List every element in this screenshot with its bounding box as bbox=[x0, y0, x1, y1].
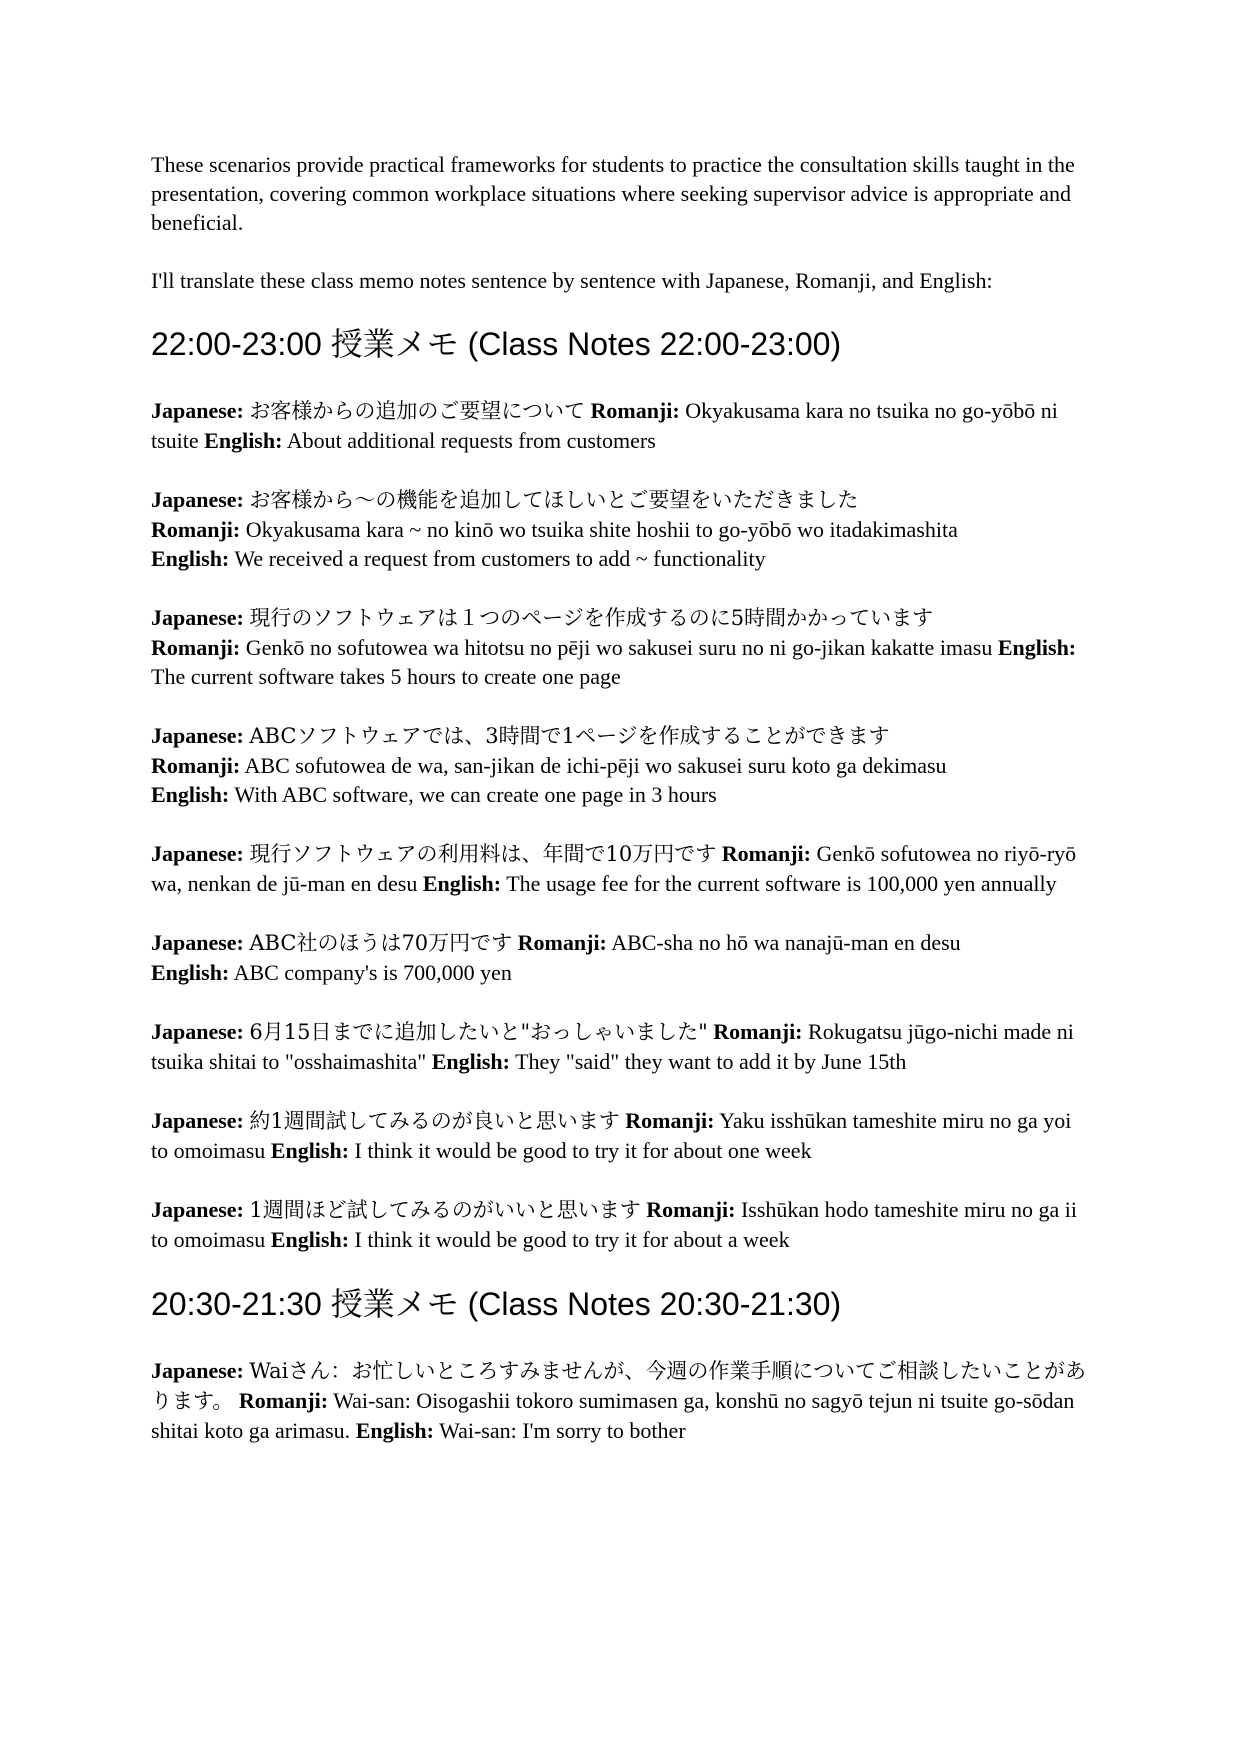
japanese-label: Japanese: bbox=[151, 398, 244, 423]
japanese-label: Japanese: bbox=[151, 723, 244, 748]
japanese-label: Japanese: bbox=[151, 841, 244, 866]
romanji-text: Okyakusama kara ~ no kinō wo tsuika shite hoshii to go-yōbō wo itadakimashita bbox=[245, 517, 958, 542]
romanji-label: Romanji: bbox=[713, 1019, 803, 1044]
section-heading-class-notes-2030: 20:30-21:30 授業メモ (Class Notes 20:30-21:30) bbox=[151, 1286, 842, 1322]
romanji-text: Yaku isshūkan tameshite miru no ga yoi to omoimasu bbox=[151, 1108, 1072, 1163]
romanji-label: Romanji: bbox=[151, 635, 241, 660]
japanese-text: Waiさん：お忙しいところすみませんが、今週の作業手順についてご相談したいことがあります。 bbox=[151, 1359, 1086, 1413]
japanese-text: 6月15日までに追加したいと"おっしゃいました" bbox=[249, 1020, 708, 1044]
english-label: English: bbox=[431, 1049, 510, 1074]
romanji-text: Genkō sofutowea no riyō-ryō wa, nenkan de jū-man en desu bbox=[151, 841, 1077, 896]
japanese-text: お客様からの追加のご要望について bbox=[249, 399, 585, 423]
romanji-text: ABC-sha no hō wa nanajū-man en desu bbox=[611, 930, 961, 955]
romanji-label: Romanji: bbox=[590, 398, 680, 423]
translation-entry bbox=[151, 1017, 1091, 1076]
english-label: English: bbox=[997, 635, 1077, 660]
intro-translation-note: I'll translate these class memo notes sentence by sentence with Japanese, Romanji, and English: bbox=[151, 268, 993, 293]
english-text: They "said" they want to add it by June 15th bbox=[515, 1049, 907, 1074]
english-text: The usage fee for the current software is 100,000 yen annually bbox=[506, 871, 1057, 896]
japanese-text: ABCソフトウェアでは、3時間で1ページを作成することができます bbox=[249, 724, 890, 748]
english-text: We received a request from customers to add ~ functionality bbox=[234, 546, 766, 571]
romanji-label: Romanji: bbox=[151, 517, 241, 542]
romanji-label: Romanji: bbox=[625, 1108, 715, 1133]
romanji-label: Romanji: bbox=[151, 753, 241, 778]
english-label: English: bbox=[270, 1227, 350, 1252]
japanese-text: お客様から〜の機能を追加してほしいとご要望をいただきました bbox=[249, 488, 859, 512]
english-label: English: bbox=[151, 960, 230, 985]
japanese-label: Japanese: bbox=[151, 1358, 244, 1383]
romanji-text: Okyakusama kara no tsuika no go-yōbō ni tsuite bbox=[151, 398, 1058, 453]
english-text: I think it would be good to try it for about one week bbox=[354, 1138, 812, 1163]
japanese-text: 約1週間試してみるのが良いと思います bbox=[249, 1109, 620, 1133]
japanese-text: 現行ソフトウェアの利用料は、年間で10万円です bbox=[249, 842, 717, 866]
translation-entry bbox=[151, 396, 1091, 455]
translation-entry bbox=[151, 721, 1091, 809]
romanji-label: Romanji: bbox=[517, 930, 607, 955]
english-label: English: bbox=[151, 782, 230, 807]
english-label: English: bbox=[422, 871, 502, 896]
intro-paragraph: These scenarios provide practical frameworks for students to practice the consultation skills taught in the presentation, covering common workplace situations where seeking supervisor advice is appropriate and beneficial. bbox=[151, 152, 1075, 235]
romanji-text: ABC sofutowea de wa, san-jikan de ichi-pēji wo sakusei suru koto ga dekimasu bbox=[244, 753, 947, 778]
translation-entry bbox=[151, 928, 1091, 987]
english-text: The current software takes 5 hours to create one page bbox=[151, 664, 621, 689]
translation-entry bbox=[151, 1106, 1091, 1165]
romanji-label: Romanji: bbox=[238, 1388, 329, 1413]
japanese-label: Japanese: bbox=[151, 487, 244, 512]
japanese-label: Japanese: bbox=[151, 930, 244, 955]
romanji-text: Wai-san: Oisogashii tokoro sumimasen ga, konshū no sagyō tejun ni tsuite go-sōdan shitai koto ga arimasu. bbox=[151, 1388, 1075, 1443]
english-text: ABC company's is 700,000 yen bbox=[233, 960, 512, 985]
document-page bbox=[151, 150, 1091, 1475]
translation-entry bbox=[151, 603, 1091, 691]
english-text: I think it would be good to try it for about a week bbox=[354, 1227, 790, 1252]
japanese-text: ABC社のほうは70万円です bbox=[249, 931, 513, 955]
japanese-label: Japanese: bbox=[151, 1019, 244, 1044]
translation-entry bbox=[151, 1195, 1091, 1254]
english-text: With ABC software, we can create one page in 3 hours bbox=[234, 782, 717, 807]
romanji-label: Romanji: bbox=[646, 1197, 736, 1222]
japanese-label: Japanese: bbox=[151, 1197, 244, 1222]
translation-entry bbox=[151, 1356, 1091, 1445]
japanese-text: 現行のソフトウェアは１つのページを作成するのに5時間かかっています bbox=[249, 606, 934, 630]
english-label: English: bbox=[355, 1418, 434, 1443]
english-text: About additional requests from customers bbox=[286, 428, 656, 453]
japanese-label: Japanese: bbox=[151, 1108, 244, 1133]
translation-entry bbox=[151, 485, 1091, 573]
romanji-label: Romanji: bbox=[721, 841, 811, 866]
japanese-label: Japanese: bbox=[151, 605, 244, 630]
english-label: English: bbox=[151, 546, 230, 571]
romanji-text: Isshūkan hodo tameshite miru no ga ii to omoimasu bbox=[151, 1197, 1078, 1252]
english-text: Wai-san: I'm sorry to bother bbox=[439, 1418, 686, 1443]
japanese-text: 1週間ほど試してみるのがいいと思います bbox=[249, 1198, 641, 1222]
english-label: English: bbox=[270, 1138, 350, 1163]
romanji-text: Genkō no sofutowea wa hitotsu no pēji wo sakusei suru no ni go-jikan kakatte imasu bbox=[245, 635, 993, 660]
translation-entry bbox=[151, 839, 1091, 898]
english-label: English: bbox=[204, 428, 283, 453]
romanji-text: Rokugatsu jūgo-nichi made ni tsuika shitai to "osshaimashita" bbox=[151, 1019, 1074, 1074]
section-heading-class-notes-2200: 22:00-23:00 授業メモ (Class Notes 22:00-23:00) bbox=[151, 326, 842, 362]
